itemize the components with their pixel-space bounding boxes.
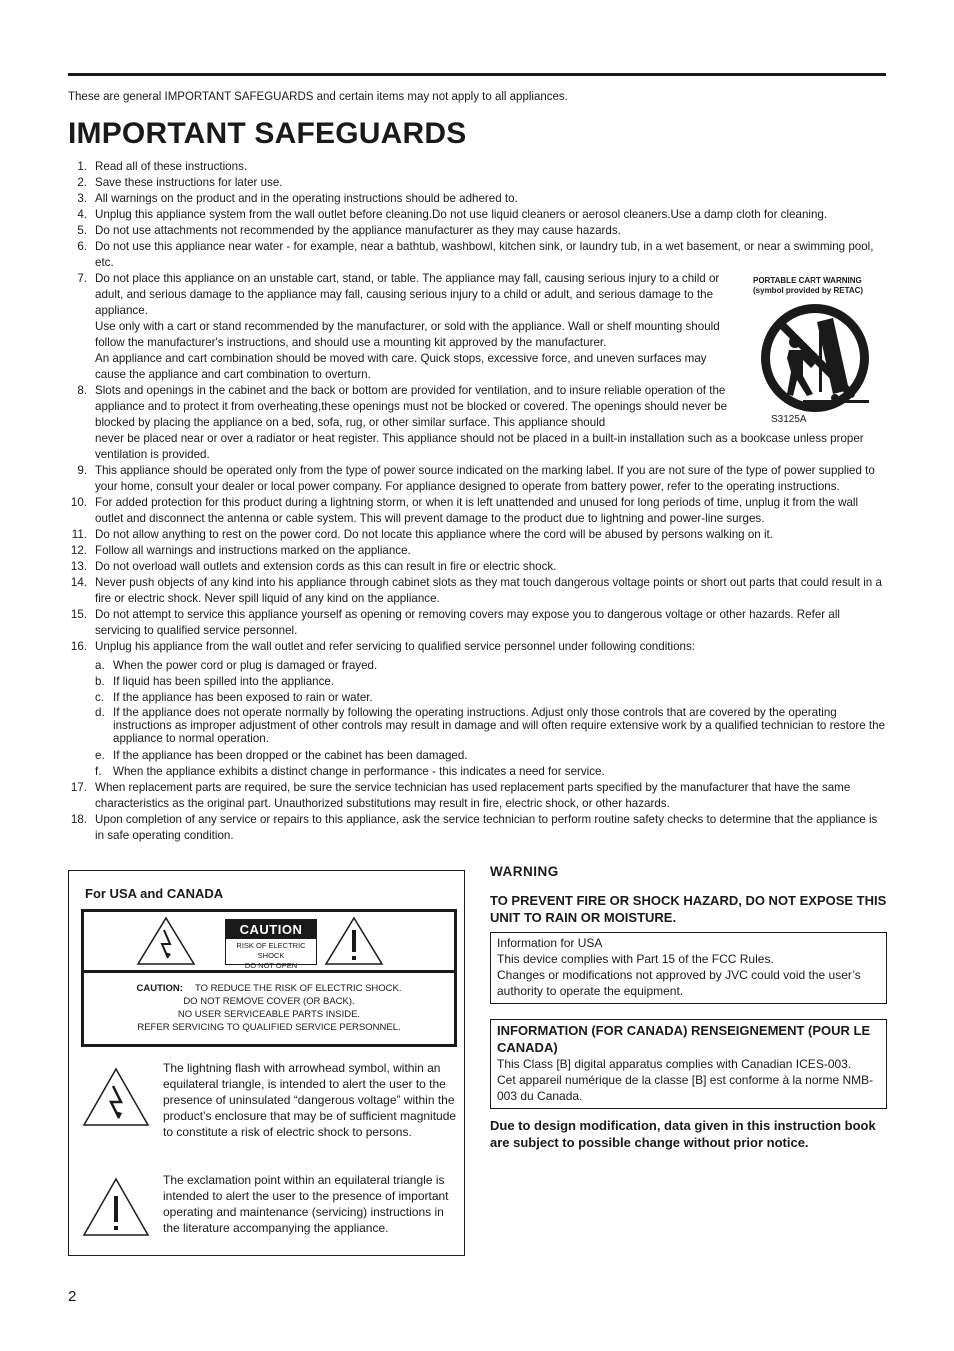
intro-text: These are general IMPORTANT SAFEGUARDS and certain items may not apply to all appliances. <box>68 91 568 103</box>
list-item <box>68 527 888 543</box>
list-item <box>68 495 888 527</box>
item-number: 15. <box>70 608 87 621</box>
item-number: 12. <box>70 544 87 557</box>
item-text: Read all of these instructions. <box>95 160 248 173</box>
list-item <box>68 207 888 223</box>
item-text: An appliance and cart combination should be moved with care. Quick stops, excessive force, and uneven surfaces may cause the appliance and cart combination to overturn. <box>95 352 707 381</box>
item-text: Unplug this appliance system from the wall outlet before cleaning.Do not use liquid cleaners or aerosol cleaners.Use a damp cloth for cleaning. <box>95 208 828 221</box>
item-text: Upon completion of any service or repairs to this appliance, ask the service technician to perform routine safety checks to determine that the appliance is in safe operating condition. <box>95 813 878 842</box>
sub-list-item: e. If the appliance has been dropped or the cabinet has been damaged. <box>95 749 468 762</box>
list-item <box>68 607 888 639</box>
item-number: 13. <box>70 560 87 573</box>
list-item <box>68 463 888 495</box>
portable-cart-warning <box>753 276 888 423</box>
item-number: 10. <box>70 496 87 509</box>
sub-list-item: c. If the appliance has been exposed to rain or water. <box>95 691 373 704</box>
item-text: Do not attempt to service this appliance yourself as opening or removing covers may expose you to dangerous voltage or other hazards. Refer all servicing to qualified service personnel. <box>95 608 840 637</box>
list-item <box>68 543 888 559</box>
page-title: IMPORTANT SAFEGUARDS <box>68 117 467 150</box>
item-number: 16. <box>70 640 87 653</box>
lightning-explanation: The lightning flash with arrowhead symbol, within an equilateral triangle, is intended to alert the user to the presence of uninsulated “dangerous voltage” within the product’s enclosure that may be of sufficient magnitude to constitute a risk of electric shock to persons. <box>163 1061 457 1139</box>
item-number: 14. <box>70 576 87 589</box>
caution-label-panel <box>81 909 457 1047</box>
item-text: Never push objects of any kind into his appliance through cabinet slots as they mat touch dangerous voltage points or short out parts that could result in a fire or electric shock. Never spill liquid of any kind on the appliance. <box>95 576 882 605</box>
item-text: never be placed near or over a radiator or heat register. This appliance should not be placed in a built-in installation such as a bookcase unless proper ventilation is provided. <box>95 432 864 461</box>
caution-badge: CAUTION RISK OF ELECTRIC SHOCK DO NOT OPEN <box>225 919 317 965</box>
sub-list-item: f. When the appliance exhibits a distinct change in performance - this indicates a need for service. <box>95 765 605 778</box>
item-text: Unplug his appliance from the wall outlet and refer servicing to qualified service personnel under following conditions: <box>95 640 695 653</box>
list-item <box>68 159 888 175</box>
caution-text: CAUTION: TO REDUCE THE RISK OF ELECTRIC SHOCK. DO NOT REMOVE COVER (OR BACK). NO USER SERVICEABLE PARTS INSIDE. REFER SERVICING TO QUALIFIED SERVICE PERSONNEL. <box>136 983 402 1033</box>
item-text: All warnings on the product and in the operating instructions should be adhered to. <box>95 192 518 205</box>
item-number: 7. <box>77 272 87 285</box>
item-number: 3. <box>77 192 87 205</box>
item-text: Save these instructions for later use. <box>95 176 283 189</box>
item-number: 2. <box>77 176 87 189</box>
sub-list-item: a. When the power cord or plug is damaged or frayed. <box>95 659 378 672</box>
item-text: Do not place this appliance on an unstable cart, stand, or table. The appliance may fall, causing serious injury to a child or adult, and serious damage to the appliance may fall, causing serious injury to a child or adult, and serious damage to the appliance. <box>95 272 720 317</box>
item-text: Do not use attachments not recommended by the appliance manufacturer as they may cause hazards. <box>95 224 621 237</box>
list-item <box>68 239 888 271</box>
canada-info-box: INFORMATION (FOR CANADA) RENSEIGNEMENT (POUR LE CANADA) This Class [B] digital apparatus complies with Canadian ICES-003. Cet appareil numérique de la classe [B] est conforme à la norme NMB-003 du Canada. <box>490 1019 887 1109</box>
exclamation-explanation: The exclamation point within an equilateral triangle is intended to alert the user to the presence of important operating and maintenance (servicing) instructions in the literature accompanying the appliance. <box>163 1173 449 1235</box>
item-number: 6. <box>77 240 87 253</box>
item-text: This appliance should be operated only from the type of power source indicated on the marking label. If you are not sure of the type of power supplied to your home, consult your dealer or local power company. For appliance designed to operate from battery power, refer to the operating instructions. <box>95 464 875 493</box>
item-number: 4. <box>77 208 87 221</box>
warning-body: TO PREVENT FIRE OR SHOCK HAZARD, DO NOT EXPOSE THIS UNIT TO RAIN OR MOISTURE. <box>490 893 887 925</box>
warning-column <box>490 864 887 1151</box>
list-item <box>68 175 888 191</box>
item-text: Use only with a cart or stand recommended by the manufacturer, or sold with the appliance. Wall or shelf mounting should follow the manufacturer's instructions, and should use a mounting kit approved by the manufacturer. <box>95 320 720 349</box>
item-number: 17. <box>70 781 87 794</box>
list-item <box>68 639 888 655</box>
item-text: Slots and openings in the cabinet and the back or bottom are provided for ventilation, and to insure reliable operation of the appliance and to protect it from overheating,these openings must not be blocked or covered. The openings should never be blocked by placing the appliance on a bed, sofa, rug, or other similar surface. This appliance should <box>95 384 728 429</box>
lightning-symbol-icon <box>81 1066 151 1128</box>
exclamation-symbol-icon <box>81 1176 151 1238</box>
list-item <box>68 191 888 207</box>
sub-list-item: b. If liquid has been spilled into the appliance. <box>95 675 335 688</box>
item-text: Do not use this appliance near water - for example, near a bathtub, washbowl, kitchen sink, or laundry tub, in a wet basement, or near a swimming pool, etc. <box>95 240 874 269</box>
item-text: Do not allow anything to rest on the power cord. Do not locate this appliance where the cord will be abused by persons walking on it. <box>95 528 773 541</box>
conditions-sublist <box>95 658 888 780</box>
cart-code: S3125A <box>771 414 807 425</box>
usa-canada-caution-box <box>68 870 465 1256</box>
item-number: 11. <box>71 528 87 541</box>
item-text: Do not overload wall outlets and extension cords as this can result in fire or electric shock. <box>95 560 557 573</box>
cart-caption: PORTABLE CART WARNING <box>753 276 862 285</box>
design-notice: Due to design modification, data given in this instruction book are subject to possible change without prior notice. <box>490 1118 876 1150</box>
list-item <box>68 223 888 239</box>
item-text: For added protection for this product during a lightning storm, or when it is left unattended and unused for long periods of time, unplug it from the wall outlet and disconnect the antenna or cable system. This will prevent damage to the product due to lightning and power-line surges. <box>95 496 859 525</box>
item-number: 9. <box>77 464 87 477</box>
item-text: When replacement parts are required, be sure the service technician has used replacement parts specified by the manufacturer that have the same characteristics as the original part. Unauthorized substitutions may result in fire, electric shock, or other hazards. <box>95 781 851 810</box>
item-number: 1. <box>77 160 87 173</box>
item-text: Follow all warnings and instructions marked on the appliance. <box>95 544 411 557</box>
list-item <box>68 559 888 575</box>
lightning-triangle-icon <box>136 916 196 966</box>
page-number: 2 <box>68 1288 77 1305</box>
item-number: 8. <box>77 384 87 397</box>
exclamation-triangle-icon <box>324 916 384 966</box>
list-item <box>68 812 888 844</box>
sub-list-item: d. If the appliance does not operate normally by following the operating instructions. Adjust only those controls that are covered by the operating instructions as improper adjustment of other controls may result in damage and will often require extensive work by a qualified technician to restore the appliance to normal operation. <box>95 706 886 745</box>
item-number: 5. <box>77 224 87 237</box>
usa-canada-title: For USA and CANADA <box>85 886 224 901</box>
fcc-info-box: Information for USA This device complies with Part 15 of the FCC Rules. Changes or modifications not approved by JVC could void the user’s authority to operate the equipment. <box>490 932 887 1004</box>
list-item <box>68 780 888 812</box>
warning-heading: WARNING <box>490 864 559 879</box>
safeguards-list <box>68 159 888 844</box>
list-item <box>68 575 888 607</box>
item-number: 18. <box>70 813 87 826</box>
top-rule <box>68 73 886 76</box>
cart-caption-source: (symbol provided by RETAC) <box>753 286 864 295</box>
cart-tip-over-icon <box>759 302 879 418</box>
